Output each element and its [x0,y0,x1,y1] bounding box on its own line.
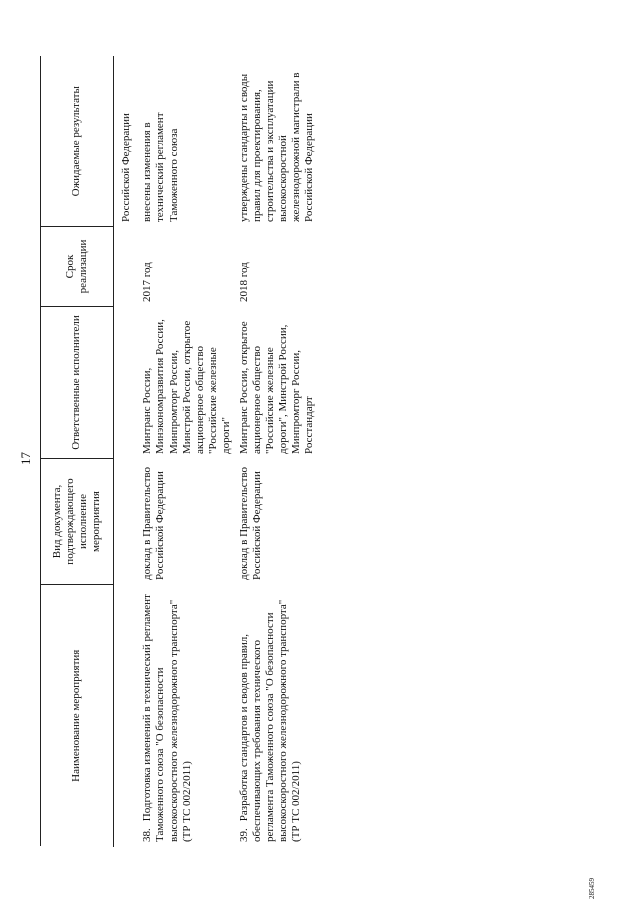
page-number: 17 [18,452,33,465]
row-number: 39. [237,828,250,842]
row-name-cell [234,585,317,847]
header-name: Наименование мероприятия [41,585,114,847]
row-name-cell [137,585,233,847]
continuation-results: Российской Федерации [120,113,132,222]
row-results: внесены изменения в технический регламент Таможенного союза [141,112,180,222]
row-name: Разработка стандартов и сводов правил, обеспечивающих требования технического регламента Таможенного союза "О безопасности высокоскоростного железнодорожного транспорта" (ТР ТС 002/2011) [237,599,303,842]
continuation-row [114,57,138,847]
row-executors: Минтранс России, Минэкономразвития России, Минпромторг России, Минстрой России, открытое акционерное общество "Российские железные дороги" [141,319,233,454]
header-results: Ожидаемые результаты [41,57,114,227]
table-header-row [41,57,114,847]
row-doc-type: доклад в Правительство Российской Федерации [141,466,167,580]
row-number: 38. [141,828,154,842]
row-results: утверждены стандарты и своды правил для проектирования, строительства и эксплуатации высокоскоростной железнодорожной магистрали в Российской Федерации [237,72,316,222]
row-name: Подготовка изменений в технический регламент Таможенного союза "О безопасности высокоскоростного железнодорожного транспорта" (ТР ТС 002/2011) [141,594,193,842]
document-id: 285459 [588,878,596,899]
row-deadline: 2018 год [237,262,250,302]
row-executors: Минтранс России, открытое акционерное общество "Российские железные дороги", Минстрой России, Минпромторг России, Росстандарт [237,321,316,454]
row-doc-type: доклад в Правительство Российской Федерации [237,466,263,580]
measures-table [40,57,317,848]
table-row [234,57,317,847]
header-doc-type: Вид документа, подтверждающего исполнение мероприятия [41,459,114,585]
header-executors: Ответственные исполнители [41,307,114,459]
table-row [137,57,233,847]
header-deadline: Срок реализации [41,227,114,307]
row-deadline: 2017 год [141,262,154,302]
